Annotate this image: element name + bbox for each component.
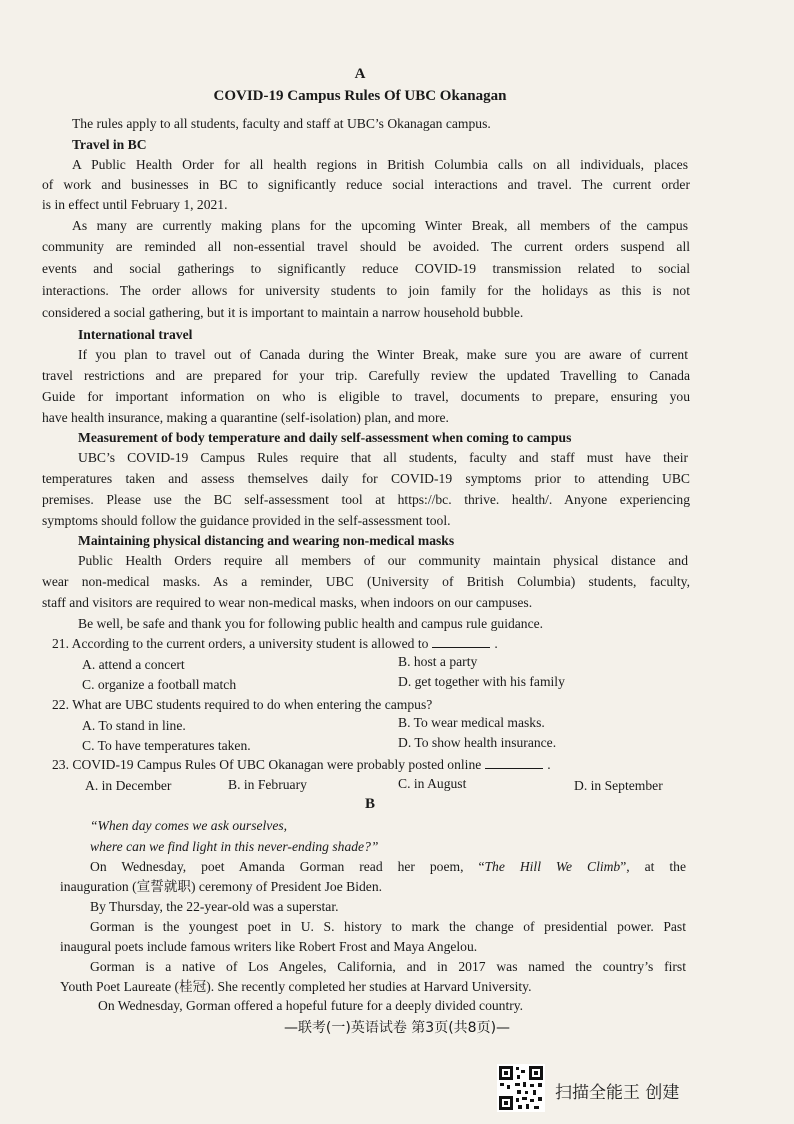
paragraph-line: Be well, be safe and thank you for following public health and campus rule guidance. (78, 616, 544, 631)
paragraph-line: have health insurance, making a quarantine (self-isolation) plan, and more. (42, 410, 449, 425)
question-22 (52, 695, 432, 715)
option-b[interactable]: B. host a party (398, 654, 478, 669)
heading-temperature: Measurement of body temperature and daily self-assessment when coming to campus (78, 430, 572, 445)
heading-international-travel: International travel (78, 327, 193, 342)
option-d[interactable]: D. To show health insurance. (398, 735, 557, 750)
poem-title: The Hill We Climb (484, 859, 621, 874)
option-c[interactable]: C. organize a football match (82, 677, 237, 692)
option-c[interactable]: C. in August (398, 776, 467, 791)
question-21: 21. According to the current orders, a university student is allowed to . (52, 636, 498, 651)
passage-a-intro: The rules apply to all students, faculty and staff at UBC’s Okanagan campus. (72, 116, 491, 131)
heading-travel-bc: Travel in BC (72, 137, 147, 152)
answer-blank[interactable] (432, 634, 490, 648)
answer-blank[interactable] (485, 755, 543, 769)
paragraph-line: temperatures taken and assess themselves daily for COVID-19 symptoms prior to attending UBC (42, 471, 690, 486)
question-number: 22. (52, 697, 69, 712)
paragraph-line: inaugural poets include famous writers like Robert Frost and Maya Angelou. (60, 939, 478, 954)
paragraph-line: interactions. The order allows for university students to join family for the holidays as this is not (42, 283, 690, 298)
question-23: 23. COVID-19 Campus Rules Of UBC Okanagan were probably posted online . (52, 757, 551, 772)
question-stem: According to the current orders, a university student is allowed to (71, 636, 429, 651)
paragraph-line: On Wednesday, poet Amanda Gorman read her poem, “The Hill We Climb”, at the (90, 859, 686, 874)
passage-a-title: COVID-19 Campus Rules Of UBC Okanagan (213, 88, 507, 104)
heading-distancing: Maintaining physical distancing and wearing non-medical masks (78, 533, 455, 548)
option-c[interactable]: C. To have temperatures taken. (82, 738, 251, 753)
paragraph-line: symptoms should follow the guidance provided in the self-assessment tool. (42, 513, 451, 528)
paragraph-line: inauguration (宣誓就职) ceremony of President Joe Biden. (60, 879, 383, 894)
option-a[interactable]: A. in December (85, 778, 172, 793)
paragraph-line: By Thursday, the 22-year-old was a superstar. (90, 899, 339, 914)
paragraph-line: staff and visitors are required to wear non-medical masks, when indoors on our campuses. (42, 595, 533, 610)
paragraph-line: A Public Health Order for all health regions in British Columbia calls on all individuals, places (72, 157, 688, 172)
paragraph-line: As many are currently making plans for the upcoming Winter Break, all members of the campus (72, 218, 688, 233)
poem-quote-line: “When day comes we ask ourselves, (90, 818, 288, 833)
paragraph-line: Gorman is a native of Los Angeles, California, and in 2017 was named the country’s first (90, 959, 686, 974)
paragraph-line: premises. Please use the BC self-assessment tool at https://bc. thrive. health/. Anyone experiencing (42, 492, 690, 507)
question-stem: What are UBC students required to do when entering the campus? (72, 697, 433, 712)
paragraph-line: UBC’s COVID-19 Campus Rules require that all students, faculty and staff must have their (78, 450, 688, 465)
option-d[interactable]: D. in September (574, 778, 663, 793)
paragraph-line: community are reminded all non-essential travel should be avoided. The current orders suspend all (42, 239, 690, 254)
option-b[interactable]: B. in February (228, 777, 307, 792)
qr-code-icon (497, 1064, 545, 1112)
poem-quote-line: where can we find light in this never-ending shade?” (90, 839, 379, 854)
paragraph-line: Public Health Orders require all members of our community maintain physical distance and (78, 553, 688, 568)
section-b-letter: B (364, 796, 375, 812)
question-stem: COVID-19 Campus Rules Of UBC Okanagan were probably posted online (72, 757, 482, 772)
paragraph-line: considered a social gathering, but it is important to maintain a narrow household bubble. (42, 305, 524, 320)
paragraph-line: events and social gatherings to significantly reduce COVID-19 transmission related to social (42, 261, 690, 276)
paragraph-line: Gorman is the youngest poet in U. S. history to mark the change of presidential power. Past (90, 919, 686, 934)
option-a[interactable]: A. attend a concert (82, 657, 185, 672)
paragraph-line: If you plan to travel out of Canada during the Winter Break, make sure you are aware of current (78, 347, 688, 362)
paragraph-line: Youth Poet Laureate (桂冠). She recently completed her studies at Harvard University. (60, 979, 532, 994)
option-a[interactable]: A. To stand in line. (82, 718, 186, 733)
paragraph-line: travel restrictions and are prepared for your trip. Carefully review the updated Travelling to Canada (42, 368, 690, 383)
section-a-letter: A (354, 66, 366, 82)
paragraph-line: Guide for important information on who is eligible to travel, documents to prepare, ensuring you (42, 389, 690, 404)
option-b[interactable]: B. To wear medical masks. (398, 715, 545, 730)
paragraph-line: of work and businesses in BC to significantly reduce social interactions and travel. The current order (42, 177, 690, 192)
paragraph-line: wear non-medical masks. As a reminder, UBC (University of British Columbia) students, faculty, (42, 574, 690, 589)
question-number: 23. (52, 757, 69, 772)
option-d[interactable]: D. get together with his family (398, 674, 565, 689)
scanner-watermark: 扫描全能王 创建 (555, 1083, 680, 1103)
paragraph-line: On Wednesday, Gorman offered a hopeful future for a deeply divided country. (98, 998, 524, 1013)
paragraph-line: is in effect until February 1, 2021. (42, 197, 228, 212)
question-number: 21. (52, 636, 69, 651)
page-footer: —联考(一)英语试卷 第3页(共8页)— (283, 1020, 511, 1036)
